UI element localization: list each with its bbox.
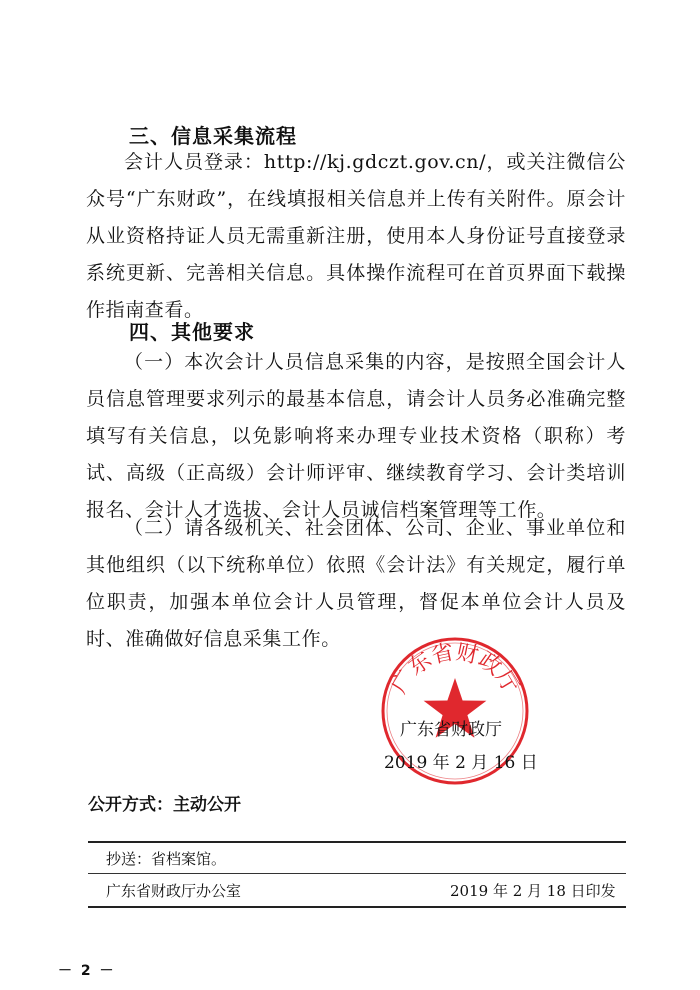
print-date: 2019 年 2 月 18 日印发	[450, 882, 616, 900]
section-4-heading: 四、其他要求	[129, 320, 255, 344]
issue-date: 2019 年 2 月 16 日	[384, 753, 538, 773]
issuing-office: 广东省财政厅办公室	[106, 882, 242, 900]
cc-line: 抄送：省档案馆。	[106, 850, 227, 868]
seal-text: 广东省财政厅	[386, 639, 524, 698]
section-3-paragraph: 会计人员登录：http://kj.gdczt.gov.cn/，或关注微信公众号“广东财政”，在线填报相关信息并上传有关附件。原会计从业资格持证人员无需重新注册，使用本人身份证号直接登录系统更新、完善相关信息。具体操作流程可在首页界面下载操作指南查看。	[86, 151, 626, 321]
footer-middle-rule	[88, 873, 626, 874]
section-4-paragraph-2: （二）请各级机关、社会团体、公司、企业、事业单位和其他组织（以下统称单位）依照《会计法》有关规定，履行单位职责，加强本单位会计人员管理，督促本单位会计人员及时、准确做好信息采集工作。	[86, 517, 626, 650]
section-4-paragraph-1: （一）本次会计人员信息采集的内容，是按照全国会计人员信息管理要求列示的最基本信息，请会计人员务必准确完整填写有关信息，以免影响将来办理专业技术资格（职称）考试、高级（正高级）会计师评审、继续教育学习、会计类培训报名、会计人才选拔、会计人员诚信档案管理等工作。	[86, 351, 626, 521]
section-3-heading: 三、信息采集流程	[129, 124, 297, 148]
footer-bottom-rule	[88, 906, 626, 908]
issuer-name: 广东省财政厅	[400, 720, 502, 740]
disclosure-mode: 公开方式：主动公开	[88, 795, 241, 815]
footer-top-rule	[88, 841, 626, 843]
page-number: － 2 －	[58, 963, 116, 979]
